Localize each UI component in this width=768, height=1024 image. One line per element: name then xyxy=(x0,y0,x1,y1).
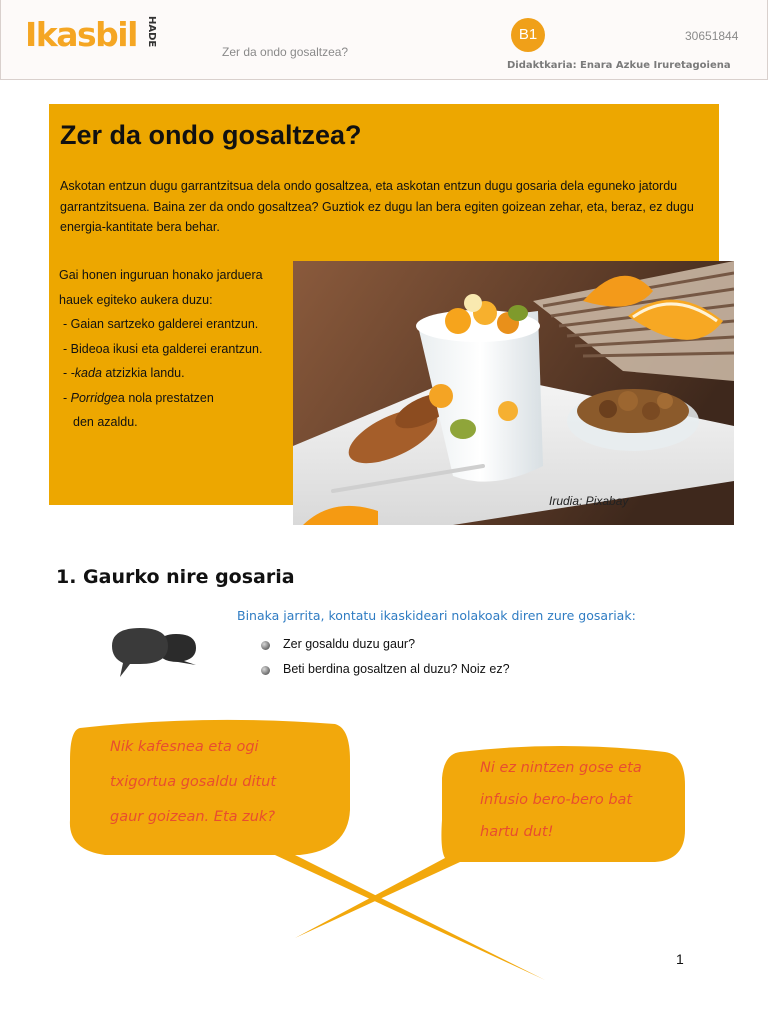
question-text: Zer gosaldu duzu gaur? xyxy=(283,637,416,651)
bullet-icon xyxy=(261,666,270,675)
question-item xyxy=(260,661,510,686)
activity-dash: - xyxy=(63,390,71,405)
bubble-line: txigortua gosaldu ditut xyxy=(110,774,277,790)
activities-list xyxy=(59,263,289,435)
activities-intro-line: hauek egiteko aukera duzu: xyxy=(59,292,213,307)
activity-item xyxy=(59,386,289,411)
speech-bubbles-icon xyxy=(110,622,198,680)
bullet-icon xyxy=(261,641,270,650)
speech-bubble-right-text xyxy=(480,752,685,848)
activity-item xyxy=(59,361,289,386)
header-subtitle: Zer da ondo gosaltzea? xyxy=(222,45,349,59)
activities-intro-line: Gai honen inguruan honako jarduera xyxy=(59,268,263,282)
section-heading: 1. Gaurko nire gosaria xyxy=(56,566,295,588)
exercise-instruction: Binaka jarrita, kontatu ikaskideari nolakoak diren zure gosariak: xyxy=(237,608,636,623)
image-credit: Irudia: Pixabay xyxy=(549,494,629,508)
ikasbil-logo xyxy=(25,16,155,58)
activity-item-continuation: den azaldu. xyxy=(73,415,138,429)
document-header xyxy=(0,0,768,80)
activity-dash: - xyxy=(63,366,71,380)
activity-item: - Bideoa ikusi eta galderei erantzun. xyxy=(63,341,263,356)
question-list xyxy=(260,636,510,686)
activity-emphasis: -kada xyxy=(70,366,102,380)
logo-text: Ikasbil xyxy=(25,15,137,54)
breakfast-illustration xyxy=(293,261,734,525)
page-number: 1 xyxy=(676,951,684,967)
speech-bubble-left-text xyxy=(110,730,340,835)
bubble-line: Nik kafesnea eta ogi xyxy=(110,739,259,755)
bubble-line: hartu dut! xyxy=(480,824,554,840)
question-item xyxy=(260,636,510,661)
intro-paragraph: Askotan entzun dugu garrantzitsua dela ondo gosaltzea, eta askotan entzun dugu gosaria dela eguneko jatordu garrantzitsuena. Baina zer da ondo gosaltzea? Guztiok ez dugu lan bera egiten goizean zehar, eta, beraz, ez dugu energia-kantitate bera behar. xyxy=(60,179,694,234)
activity-item: - Gaian sartzeko galderei erantzun. xyxy=(63,317,259,331)
breakfast-photo xyxy=(293,261,734,525)
activity-emphasis: Porridge xyxy=(70,390,118,405)
bubble-line: Ni ez nintzen gose eta xyxy=(480,760,642,776)
bubble-line: gaur goizean. Eta zuk? xyxy=(110,809,276,825)
question-text: Beti berdina gosaltzen al duzu? Noiz ez? xyxy=(283,662,510,676)
activity-text: atzizkia landu. xyxy=(101,366,185,380)
bubble-line: infusio bero-bero bat xyxy=(480,792,633,808)
level-badge: B1 xyxy=(511,18,545,52)
document-code: 30651844 xyxy=(685,29,739,43)
activity-text: a nola prestatzen xyxy=(117,390,214,405)
logo-hade-text: HADE xyxy=(146,16,157,48)
author-credit: Didaktkaria: Enara Azkue Iruretagoiena xyxy=(507,60,731,71)
page-title: Zer da ondo gosaltzea? xyxy=(60,120,362,150)
